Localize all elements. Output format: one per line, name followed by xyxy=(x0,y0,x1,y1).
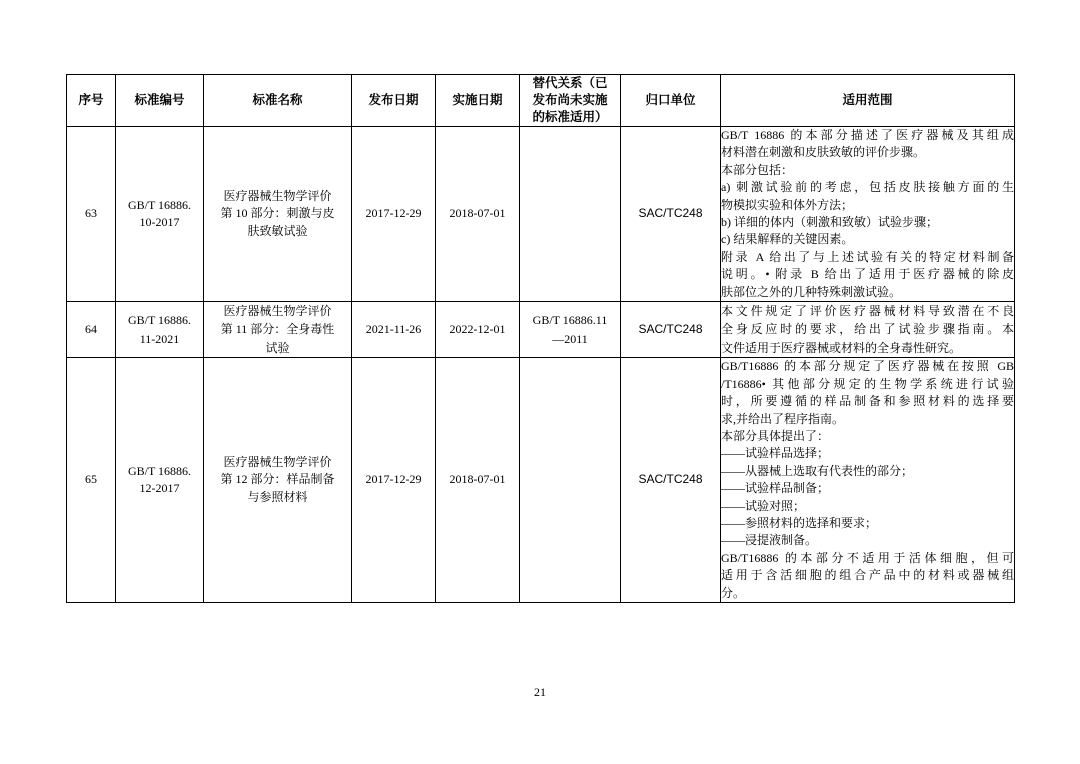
scope-line: 求,并给出了程序指南。 xyxy=(721,411,845,426)
implement-date-cell: 2018-07-01 xyxy=(436,127,520,302)
scope-cell xyxy=(721,302,1015,358)
scope-line: ——试验样品制备； xyxy=(721,481,830,496)
header-implement-date: 实施日期 xyxy=(436,75,520,127)
scope-line: ——试验样品选择； xyxy=(721,446,830,461)
name-cell xyxy=(204,302,352,358)
publish-date-cell: 2021-11-26 xyxy=(352,302,436,358)
header-scope: 适用范围 xyxy=(721,75,1015,127)
scope-line: GB/T16886 的本部分不适用于活体细胞，但可 xyxy=(721,550,1014,565)
code-cell xyxy=(116,358,204,603)
seq-cell: 65 xyxy=(67,358,116,603)
scope-line: GB/T16886 的本部分规定了医疗器械在按照 GB xyxy=(721,359,1014,374)
scope-cell xyxy=(721,358,1015,603)
seq-cell: 63 xyxy=(67,127,116,302)
header-replace-line: 的标准适用） xyxy=(532,110,608,124)
header-replace-line: 替代关系（已 xyxy=(532,76,608,90)
name-line: 试验 xyxy=(265,340,290,355)
code-line: GB/T 16886. xyxy=(127,463,192,478)
publish-date-cell: 2017-12-29 xyxy=(352,358,436,603)
scope-line: 全身反应时的要求，给出了试验步骤指南。本 xyxy=(721,322,1014,337)
name-cell xyxy=(204,358,352,603)
header-code: 标准编号 xyxy=(116,75,204,127)
scope-line: 肤部位之外的几种特殊刺激试验。 xyxy=(721,284,902,299)
code-line: GB/T 16886. xyxy=(127,313,192,328)
standards-table xyxy=(66,74,1015,603)
seq-cell: 64 xyxy=(67,302,116,358)
scope-line: 附录 A 给出了与上述试验有关的特定材料制备 xyxy=(721,249,1014,264)
scope-line: ——从器械上选取有代表性的部分； xyxy=(721,463,914,478)
name-line: 第 10 部分：刺激与皮 xyxy=(220,206,335,221)
name-line: 第 12 部分：样品制备 xyxy=(220,472,335,487)
scope-line: /T16886• 其他部分规定的生物学系统进行试验 xyxy=(721,376,1014,391)
scope-line: GB/T 16886 的本部分描述了医疗器械及其组成 xyxy=(721,128,1014,142)
table-row xyxy=(67,127,1015,302)
dept-cell: SAC/TC248 xyxy=(621,358,721,603)
name-cell xyxy=(204,127,352,302)
code-line: 12-2017 xyxy=(139,481,180,496)
replace-line: GB/T 16886.11 xyxy=(532,313,608,328)
scope-line: 说明。• 附录 B 给出了适用于医疗器械的除皮 xyxy=(721,267,1014,282)
replace-cell xyxy=(520,127,621,302)
header-row xyxy=(67,75,1015,127)
scope-line: 时，所要遵循的样品制备和参照材料的选择要 xyxy=(721,394,1014,409)
scope-line: 分。 xyxy=(721,585,746,600)
page-number: 21 xyxy=(534,685,546,699)
name-line: 与参照材料 xyxy=(247,489,308,504)
scope-line: 文件适用于医疗器械或材料的全身毒性研究。 xyxy=(721,340,962,355)
scope-line: 物模拟实验和体外方法； xyxy=(721,197,854,212)
table-row xyxy=(67,358,1015,603)
scope-line: 适用于含活细胞的组合产品中的材料或器械组 xyxy=(721,568,1014,583)
scope-line: ——试验对照； xyxy=(721,498,806,513)
code-cell xyxy=(116,302,204,358)
publish-date-cell: 2017-12-29 xyxy=(352,127,436,302)
scope-line: a) 刺激试验前的考虑，包括皮肤接触方面的生 xyxy=(721,180,1014,195)
name-line: 第 11 部分：全身毒性 xyxy=(220,322,335,337)
dept-cell: SAC/TC248 xyxy=(621,302,721,358)
header-replace xyxy=(520,75,621,127)
implement-date-cell: 2018-07-01 xyxy=(436,358,520,603)
code-line: GB/T 16886. xyxy=(127,197,192,212)
scope-cell xyxy=(721,127,1015,302)
code-line: 11-2021 xyxy=(139,331,180,346)
replace-line: —2011 xyxy=(552,331,588,346)
table-row xyxy=(67,302,1015,358)
header-publish-date: 发布日期 xyxy=(352,75,436,127)
name-line: 医疗器械生物学评价 xyxy=(223,304,332,319)
scope-line: 本部分包括： xyxy=(721,162,794,177)
scope-line: 材料潜在刺激和皮肤致敏的评价步骤。 xyxy=(721,145,926,160)
replace-cell xyxy=(520,358,621,603)
header-dept: 归口单位 xyxy=(621,75,721,127)
dept-cell: SAC/TC248 xyxy=(621,127,721,302)
scope-line: 本部分具体提出了： xyxy=(721,428,830,443)
header-name: 标准名称 xyxy=(204,75,352,127)
name-line: 医疗器械生物学评价 xyxy=(223,188,332,203)
name-line: 肤致敏试验 xyxy=(247,223,308,238)
name-line: 医疗器械生物学评价 xyxy=(223,455,332,470)
code-cell xyxy=(116,127,204,302)
header-seq: 序号 xyxy=(67,75,116,127)
scope-line: ——参照材料的选择和要求； xyxy=(721,515,878,530)
scope-line: b) 详细的体内（刺激和致敏）试验步骤； xyxy=(721,215,938,230)
scope-line: ——浸提液制备。 xyxy=(721,533,818,548)
code-line: 10-2017 xyxy=(139,215,180,230)
scope-line: c) 结果解释的关键因素。 xyxy=(721,232,854,247)
replace-cell xyxy=(520,302,621,358)
implement-date-cell: 2022-12-01 xyxy=(436,302,520,358)
header-replace-line: 发布尚未实施 xyxy=(532,93,608,107)
scope-line: 本文件规定了评价医疗器械材料导致潜在不良 xyxy=(721,304,1014,319)
